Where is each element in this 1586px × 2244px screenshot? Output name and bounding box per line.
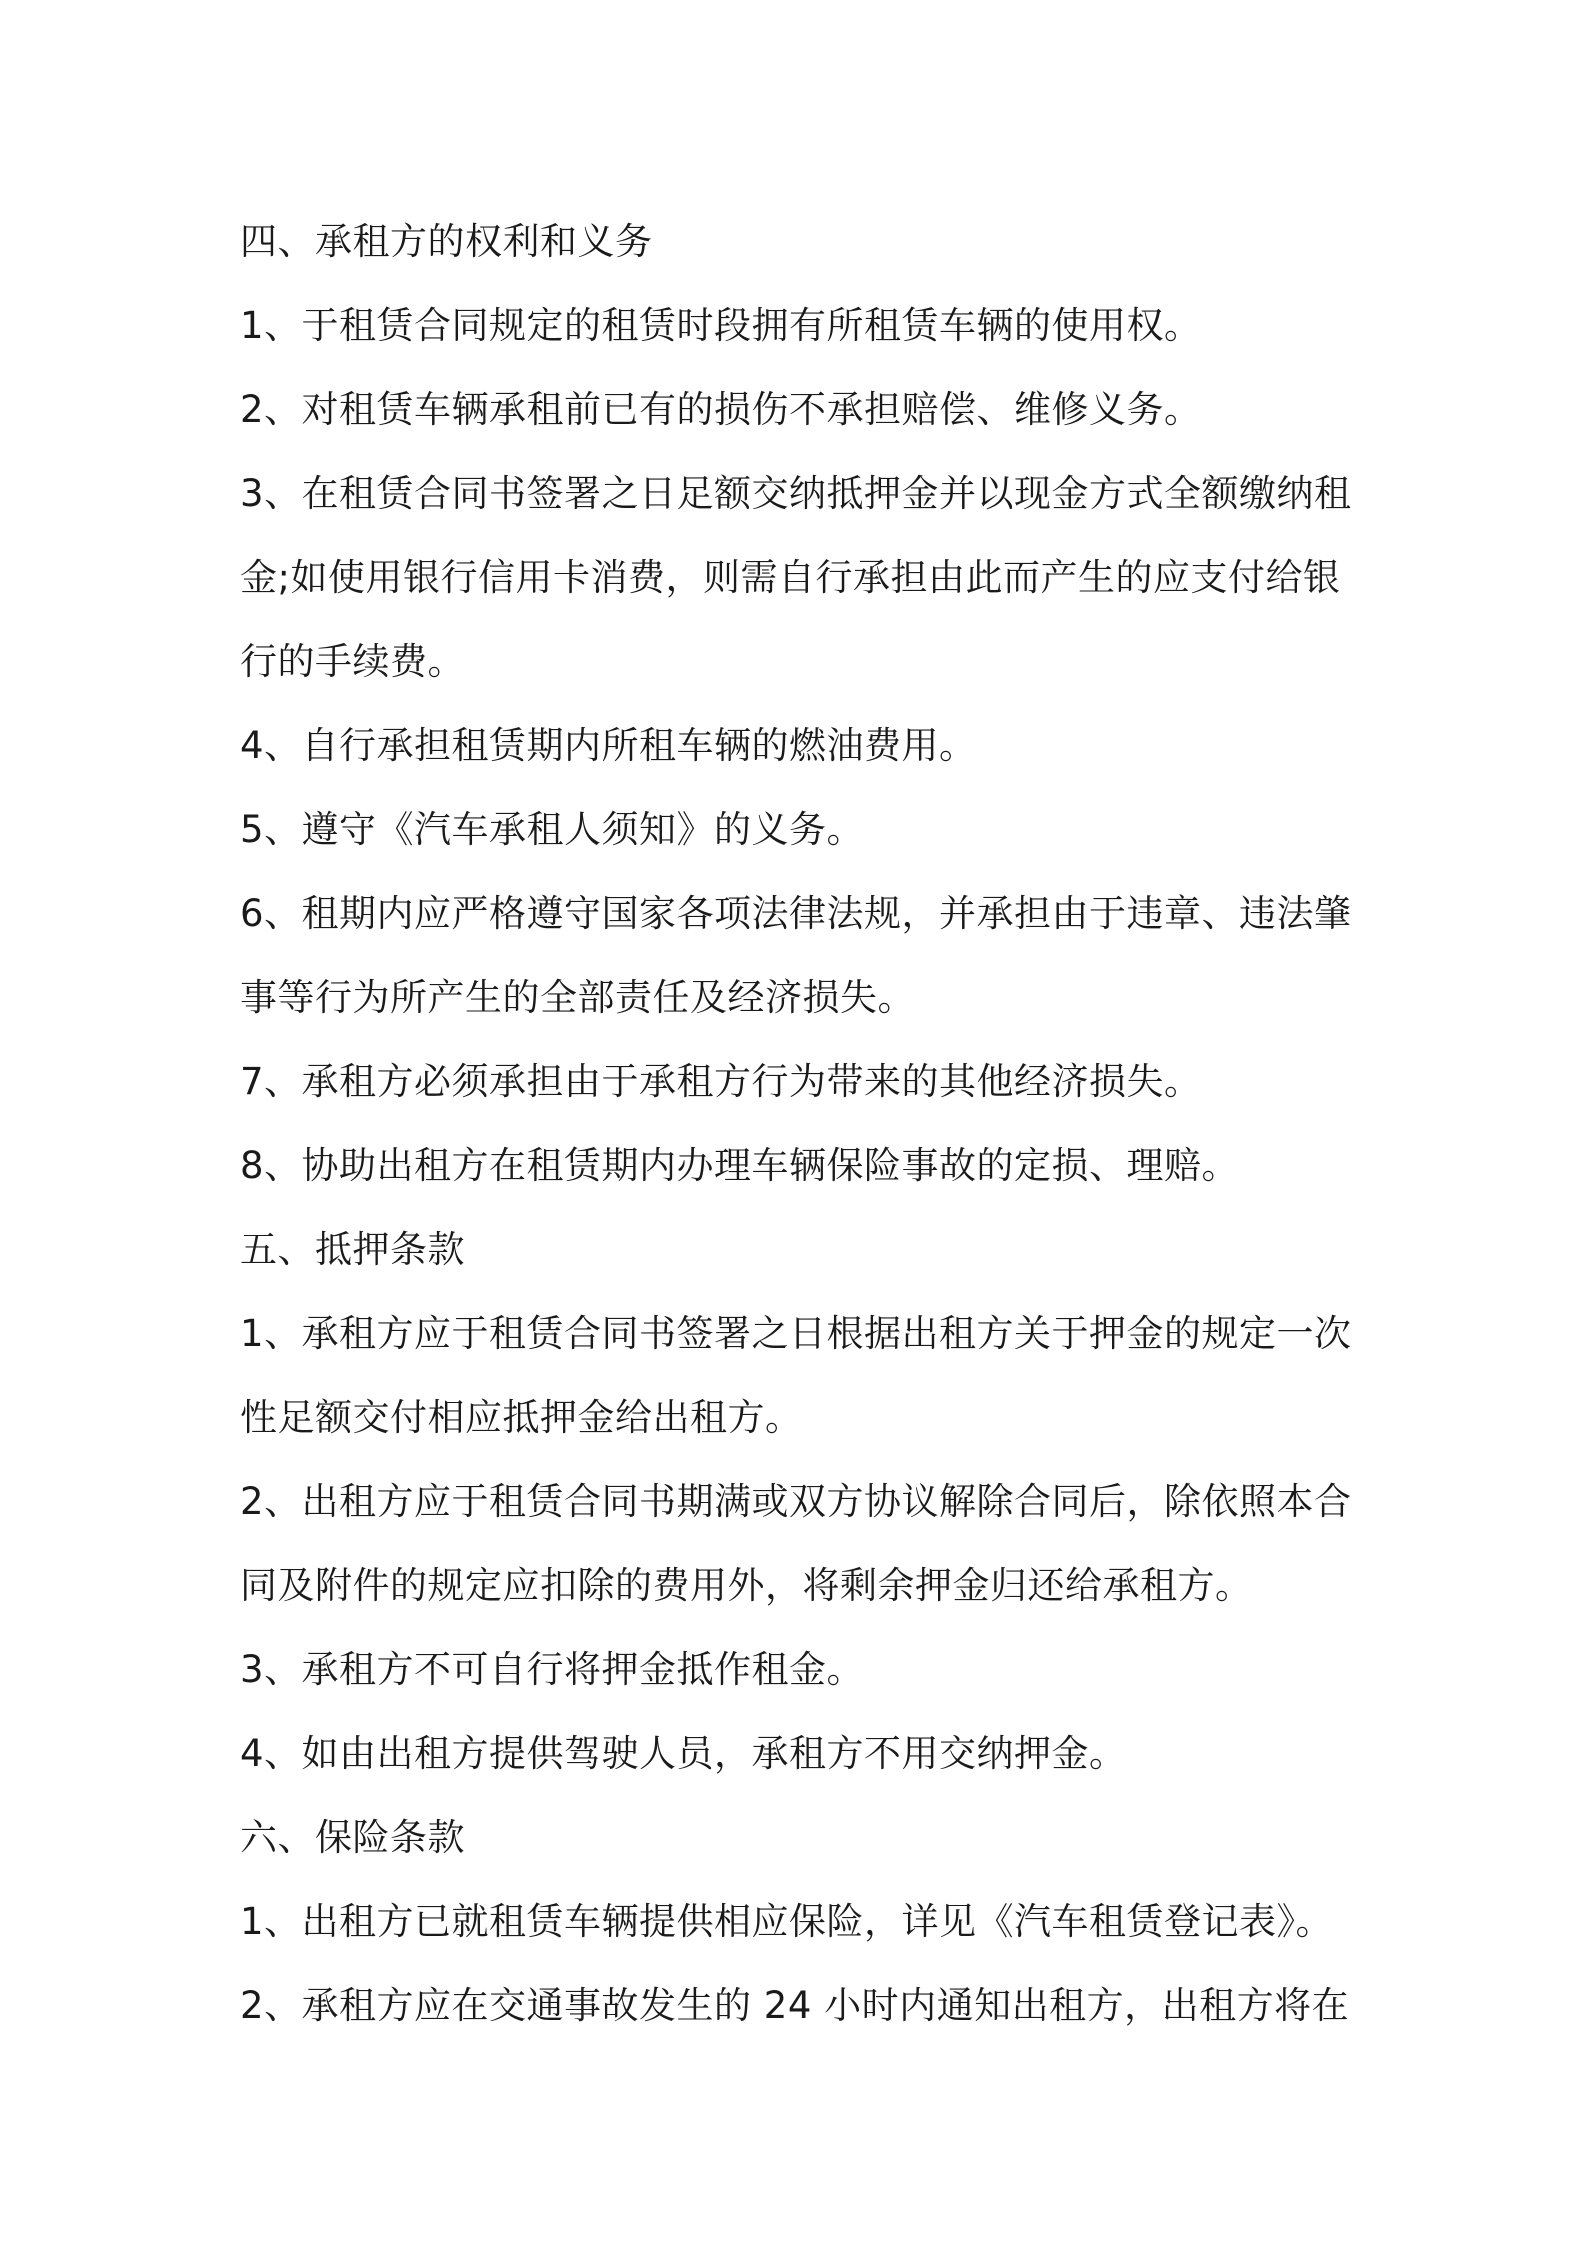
paragraph-line: 性足额交付相应抵押金给出租方。 (240, 1396, 803, 1439)
paragraph-line: 4、自行承担租赁期内所租车辆的燃油费用。 (240, 724, 977, 767)
section-heading-4: 四、承租方的权利和义务 (240, 220, 653, 263)
paragraph-line: 金;如使用银行信用卡消费，则需自行承担由此而产生的应支付给银 (240, 556, 1341, 599)
paragraph-line: 4、如由出租方提供驾驶人员，承租方不用交纳押金。 (240, 1732, 1127, 1775)
section-heading-5: 五、抵押条款 (240, 1228, 465, 1271)
paragraph-line: 7、承租方必须承担由于承租方行为带来的其他经济损失。 (240, 1060, 1202, 1103)
paragraph-line: 8、协助出租方在租赁期内办理车辆保险事故的定损、理赔。 (240, 1144, 1240, 1187)
paragraph-line: 1、于租赁合同规定的租赁时段拥有所租赁车辆的使用权。 (240, 304, 1202, 347)
paragraph-line: 1、出租方已就租赁车辆提供相应保险，详见《汽车租赁登记表》。 (240, 1900, 1334, 1943)
paragraph-line: 1、承租方应于租赁合同书签署之日根据出租方关于押金的规定一次 (240, 1312, 1352, 1355)
paragraph-line: 2、出租方应于租赁合同书期满或双方协议解除合同后，除依照本合 (240, 1480, 1352, 1523)
paragraph-line: 同及附件的规定应扣除的费用外，将剩余押金归还给承租方。 (240, 1564, 1253, 1607)
document-body (240, 200, 1360, 2048)
section-heading-6: 六、保险条款 (240, 1816, 465, 1859)
paragraph-line: 2、对租赁车辆承租前已有的损伤不承担赔偿、维修义务。 (240, 388, 1202, 431)
paragraph-line: 3、在租赁合同书签署之日足额交纳抵押金并以现金方式全额缴纳租 (240, 472, 1352, 515)
paragraph-line: 3、承租方不可自行将押金抵作租金。 (240, 1648, 865, 1691)
paragraph-line: 事等行为所产生的全部责任及经济损失。 (240, 976, 915, 1019)
paragraph-line: 6、租期内应严格遵守国家各项法律法规，并承担由于违章、违法肇 (240, 892, 1352, 935)
paragraph-line: 2、承租方应在交通事故发生的 24 小时内通知出租方，出租方将在 (240, 1984, 1350, 2027)
paragraph-line: 5、遵守《汽车承租人须知》的义务。 (240, 808, 865, 851)
paragraph-line: 行的手续费。 (240, 640, 465, 683)
